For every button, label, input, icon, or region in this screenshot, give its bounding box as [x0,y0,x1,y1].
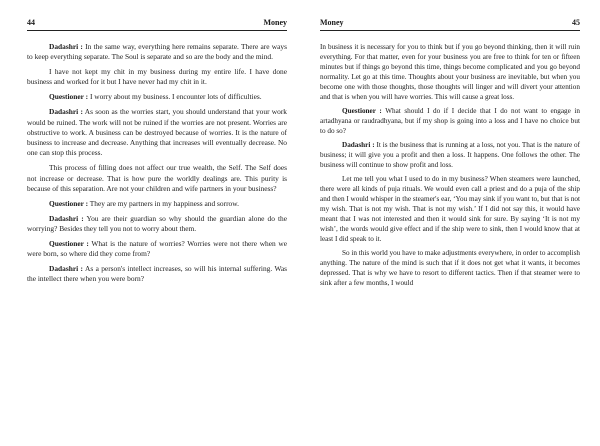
paragraph [320,106,580,136]
speaker-label: Questioner : [49,92,89,102]
right-page-body [320,42,580,289]
paragraph-text: As soon as the worries start, you should understand that your work would be ruined. The work will not be ruined if the worries are not present. Worries are obstructive to work. A business can be destroyed because of worries. It is the nature of business to increase and decrease. Anything that increases will eventually decrease. No one can stop this process. [27,107,287,158]
paragraph-text: What should I do if I decide that I do not want to engage in artadhyana or raudradhyana, but if my shop is going into a loss and I have no choice but to do so? [320,107,580,136]
paragraph [27,199,287,209]
paragraph-text: In the same way, everything here remains separate. There are ways to keep everything separate. The Soul is separate and so are the body and the mind. [27,42,287,62]
paragraph [27,264,287,285]
paragraph-text: As a person's intellect increases, so will his internal suffering. Was the intellect there when you were born? [27,264,287,284]
paragraph-text: You are their guardian so why should the guardian alone do the worrying? Besides they tell you not to worry about them. [27,213,287,234]
paragraph-text: I have not kept my chit in my business during my entire life. I have done business and worked for it but I have never had my chit in it. [27,67,287,87]
paragraph-text: What is the nature of worries? Worries were not there when we were born, so where did they come from? [27,238,287,259]
paragraph [27,214,287,235]
paragraph [320,248,580,288]
paragraph [320,42,580,103]
speaker-label: Dadashri : [49,107,83,117]
paragraph-text: This process of filling does not affect our true wealth, the Self. The Self does not increase or decrease. That is how pure the worldly dealings are. This purity is because of this separation. Are not your children and wife partners in your business? [27,163,287,193]
paragraph-text: So in this world you have to make adjustments everywhere, in order to accomplish anything. The nature of the mind is such that if it does not get what it wants, it becomes depressed. That is why we have to resort to different tactics. Then if that steamer were to sink after a few months, I would [320,249,580,288]
left-page-number: 44 [27,18,35,27]
paragraph-text: They are my partners in my happiness and sorrow. [89,198,239,208]
speaker-label: Dadashri : [49,42,83,51]
paragraph [27,92,287,102]
speaker-label: Questioner : [49,238,89,248]
speaker-label: Dadashri : [49,264,83,274]
left-page-header [27,18,287,31]
speaker-label: Dadashri : [342,141,375,150]
paragraph [27,67,287,88]
paragraph [320,174,580,245]
paragraph-text: In business it is necessary for you to think but if you go beyond thinking, then it will ruin everything. For that matter, even for your business you are free to think for ten or fifteen minutes but if things go beyond this time, things become complicated and you go beyond normality. Let go at this time. Thoughts about your business are inevitable, but when you become one with those thoughts, those thoughts will linger and will divert your attention and that is when you will have worries. This will cause a great loss. [320,43,580,102]
speaker-label: Questioner : [49,198,89,208]
paragraph-text: It is the business that is running at a loss, not you. That is the nature of business; it will give you a profit and then a loss. It happens. One follows the other. The business will continue to show profit and loss. [320,141,580,170]
right-page [320,18,580,292]
paragraph-text: Let me tell you what I used to do in my business? When steamers were launched, there were all kinds of puja rituals. We would even call a priest and do a puja of the ship and then I would whisper in the steamer's ear, ‘You may sink if you want to, but that is not my wish. That is not my wish. That is not my wish.’ If I did not say this, it would have meant that I was not interested and then it would sink for sure. By saying ‘It is not my wish’, the words would give effect and if the ship were to sink, then I would know that at least I did speak to it. [320,174,580,244]
paragraph [27,107,287,158]
paragraph-text: I worry about my business. I encounter lots of difficulties. [89,92,262,102]
left-page-body [27,42,287,285]
left-page [27,18,287,289]
right-page-number: 45 [572,18,580,27]
right-running-title: Money [320,18,344,27]
paragraph [320,140,580,170]
right-page-header [320,18,580,31]
paragraph [27,163,287,194]
paragraph [27,42,287,63]
speaker-label: Questioner : [342,107,382,116]
left-running-title: Money [263,18,287,27]
paragraph [27,239,287,260]
speaker-label: Dadashri : [49,213,84,223]
